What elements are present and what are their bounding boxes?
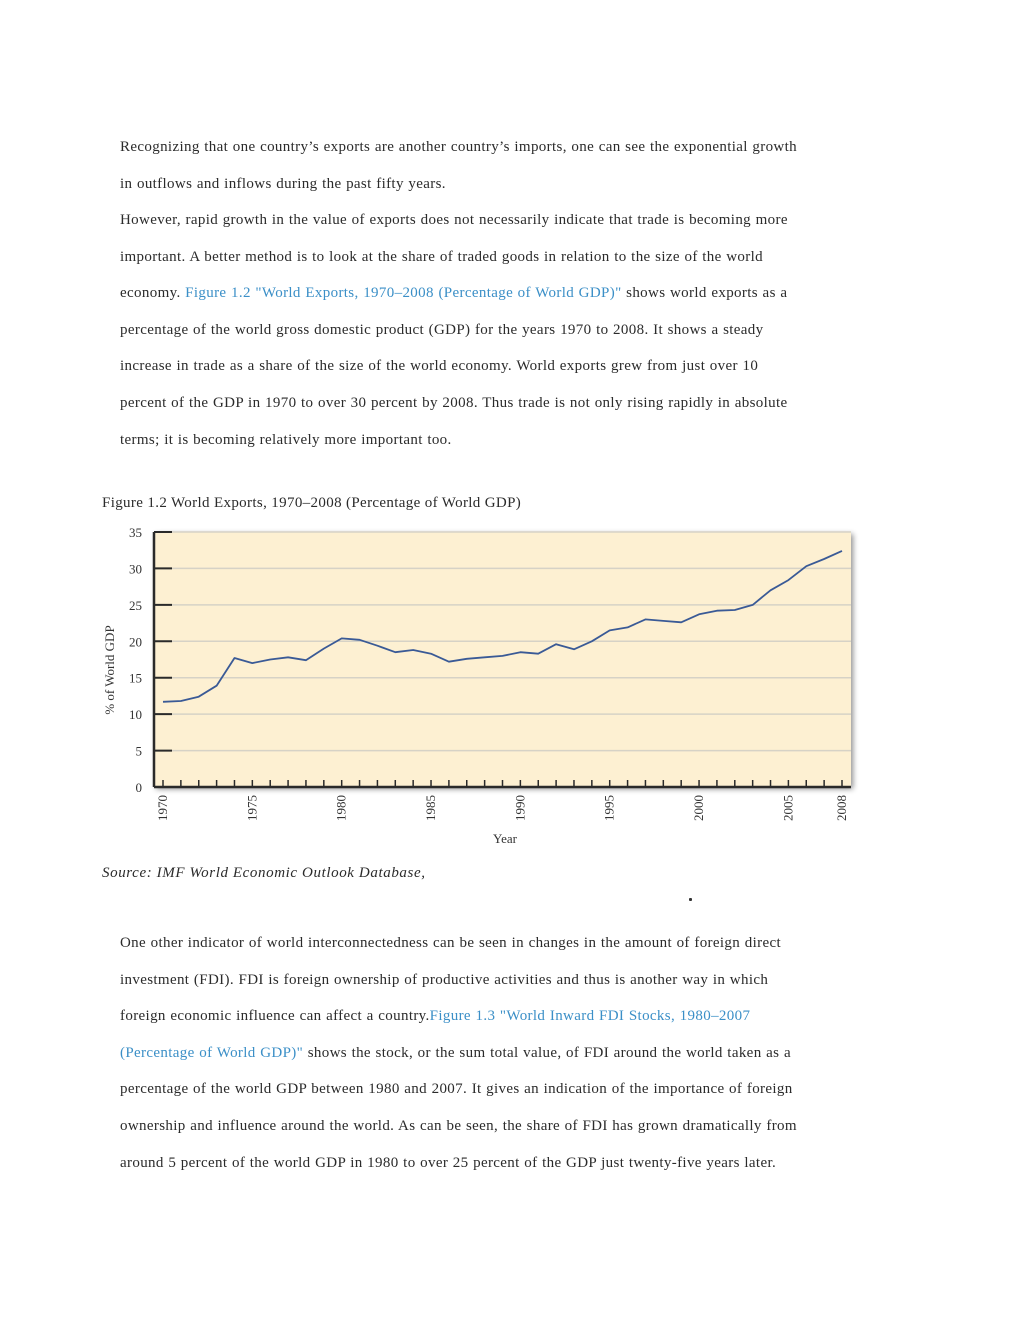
paragraph-intro xyxy=(120,129,910,202)
text-segment: shows world exports as a xyxy=(621,285,788,302)
text-line: important. A better method is to look at the share of traded goods in relation to the size of the world xyxy=(120,248,763,265)
text-line: However, rapid growth in the value of exports does not necessarily indicate that trade is becoming more xyxy=(120,212,788,228)
stray-mark xyxy=(689,898,692,901)
text-line: ownership and influence around the world. As can be seen, the share of FDI has grown dramatically from xyxy=(120,1117,797,1134)
y-tick-label: 15 xyxy=(129,670,142,686)
plot-area xyxy=(154,532,851,787)
x-tick-label: 2008 xyxy=(834,795,849,821)
text-line: around 5 percent of the world GDP in 1980 to over 25 percent of the GDP just twenty-five years later. xyxy=(120,1154,777,1171)
x-tick-label: 2000 xyxy=(691,795,707,821)
text-segment: shows the stock, or the sum total value, of FDI around the world taken as a xyxy=(303,1044,791,1061)
y-tick-label: 0 xyxy=(135,780,142,795)
figure-1-2-link[interactable]: Figure 1.2 "World Exports, 1970–2008 (Percentage of World GDP)" xyxy=(185,285,622,302)
y-tick-label: 25 xyxy=(129,597,142,613)
y-tick-label: 35 xyxy=(129,525,142,540)
text-line: percent of the GDP in 1970 to over 30 percent by 2008. Thus trade is not only rising rapidly in absolute xyxy=(120,394,788,411)
text-line: terms; it is becoming relatively more important too. xyxy=(120,431,452,448)
figure-1-3-link[interactable]: Figure 1.3 "World Inward FDI Stocks, 1980–2007 xyxy=(429,1008,751,1025)
world-exports-chart xyxy=(95,522,875,852)
paragraph-world-exports xyxy=(120,202,910,458)
text-line: Recognizing that one country’s exports are another country’s imports, one can see the exponential growth xyxy=(120,139,797,155)
text-line: investment (FDI). FDI is foreign ownership of productive activities and thus is another way in which xyxy=(120,971,769,988)
y-tick-label: 10 xyxy=(129,707,142,723)
y-tick-label: 20 xyxy=(129,634,142,650)
figure-source: Source: IMF World Economic Outlook Database, xyxy=(102,865,426,881)
y-tick-label: 30 xyxy=(129,561,142,577)
chart-canvas xyxy=(95,522,875,852)
x-axis-label: Year xyxy=(493,831,517,846)
text-line: percentage of the world gross domestic product (GDP) for the years 1970 to 2008. It shows a steady xyxy=(120,321,764,338)
x-tick-label: 2005 xyxy=(780,795,796,821)
y-axis-label: % of World GDP xyxy=(102,625,117,715)
x-tick-label: 1995 xyxy=(601,795,617,821)
x-tick-label: 1970 xyxy=(155,795,170,821)
figure-1-3-link-continued[interactable]: (Percentage of World GDP)" xyxy=(120,1044,304,1061)
text-segment: foreign economic influence can affect a country. xyxy=(120,1008,430,1025)
text-line: percentage of the world GDP between 1980 and 2007. It gives an indication of the importance of foreign xyxy=(120,1081,793,1098)
text-line xyxy=(120,275,910,312)
text-line xyxy=(120,1035,910,1072)
plot-background xyxy=(154,532,851,787)
figure-caption: Figure 1.2 World Exports, 1970–2008 (Percentage of World GDP) xyxy=(102,495,522,511)
x-tick-label: 1975 xyxy=(244,795,260,821)
paragraph-fdi xyxy=(120,925,910,1181)
text-line: increase in trade as a share of the size of the world economy. World exports grew from just over 10 xyxy=(120,358,759,375)
y-tick-label: 5 xyxy=(135,743,142,759)
x-tick-label: 1980 xyxy=(333,795,349,821)
text-line: in outflows and inflows during the past fifty years. xyxy=(120,175,446,192)
text-line: One other indicator of world interconnectedness can be seen in changes in the amount of foreign direct xyxy=(120,935,781,951)
text-segment: economy. xyxy=(120,285,186,302)
x-tick-label: 1985 xyxy=(423,795,439,821)
text-line xyxy=(120,998,910,1035)
x-tick-label: 1990 xyxy=(512,795,528,821)
